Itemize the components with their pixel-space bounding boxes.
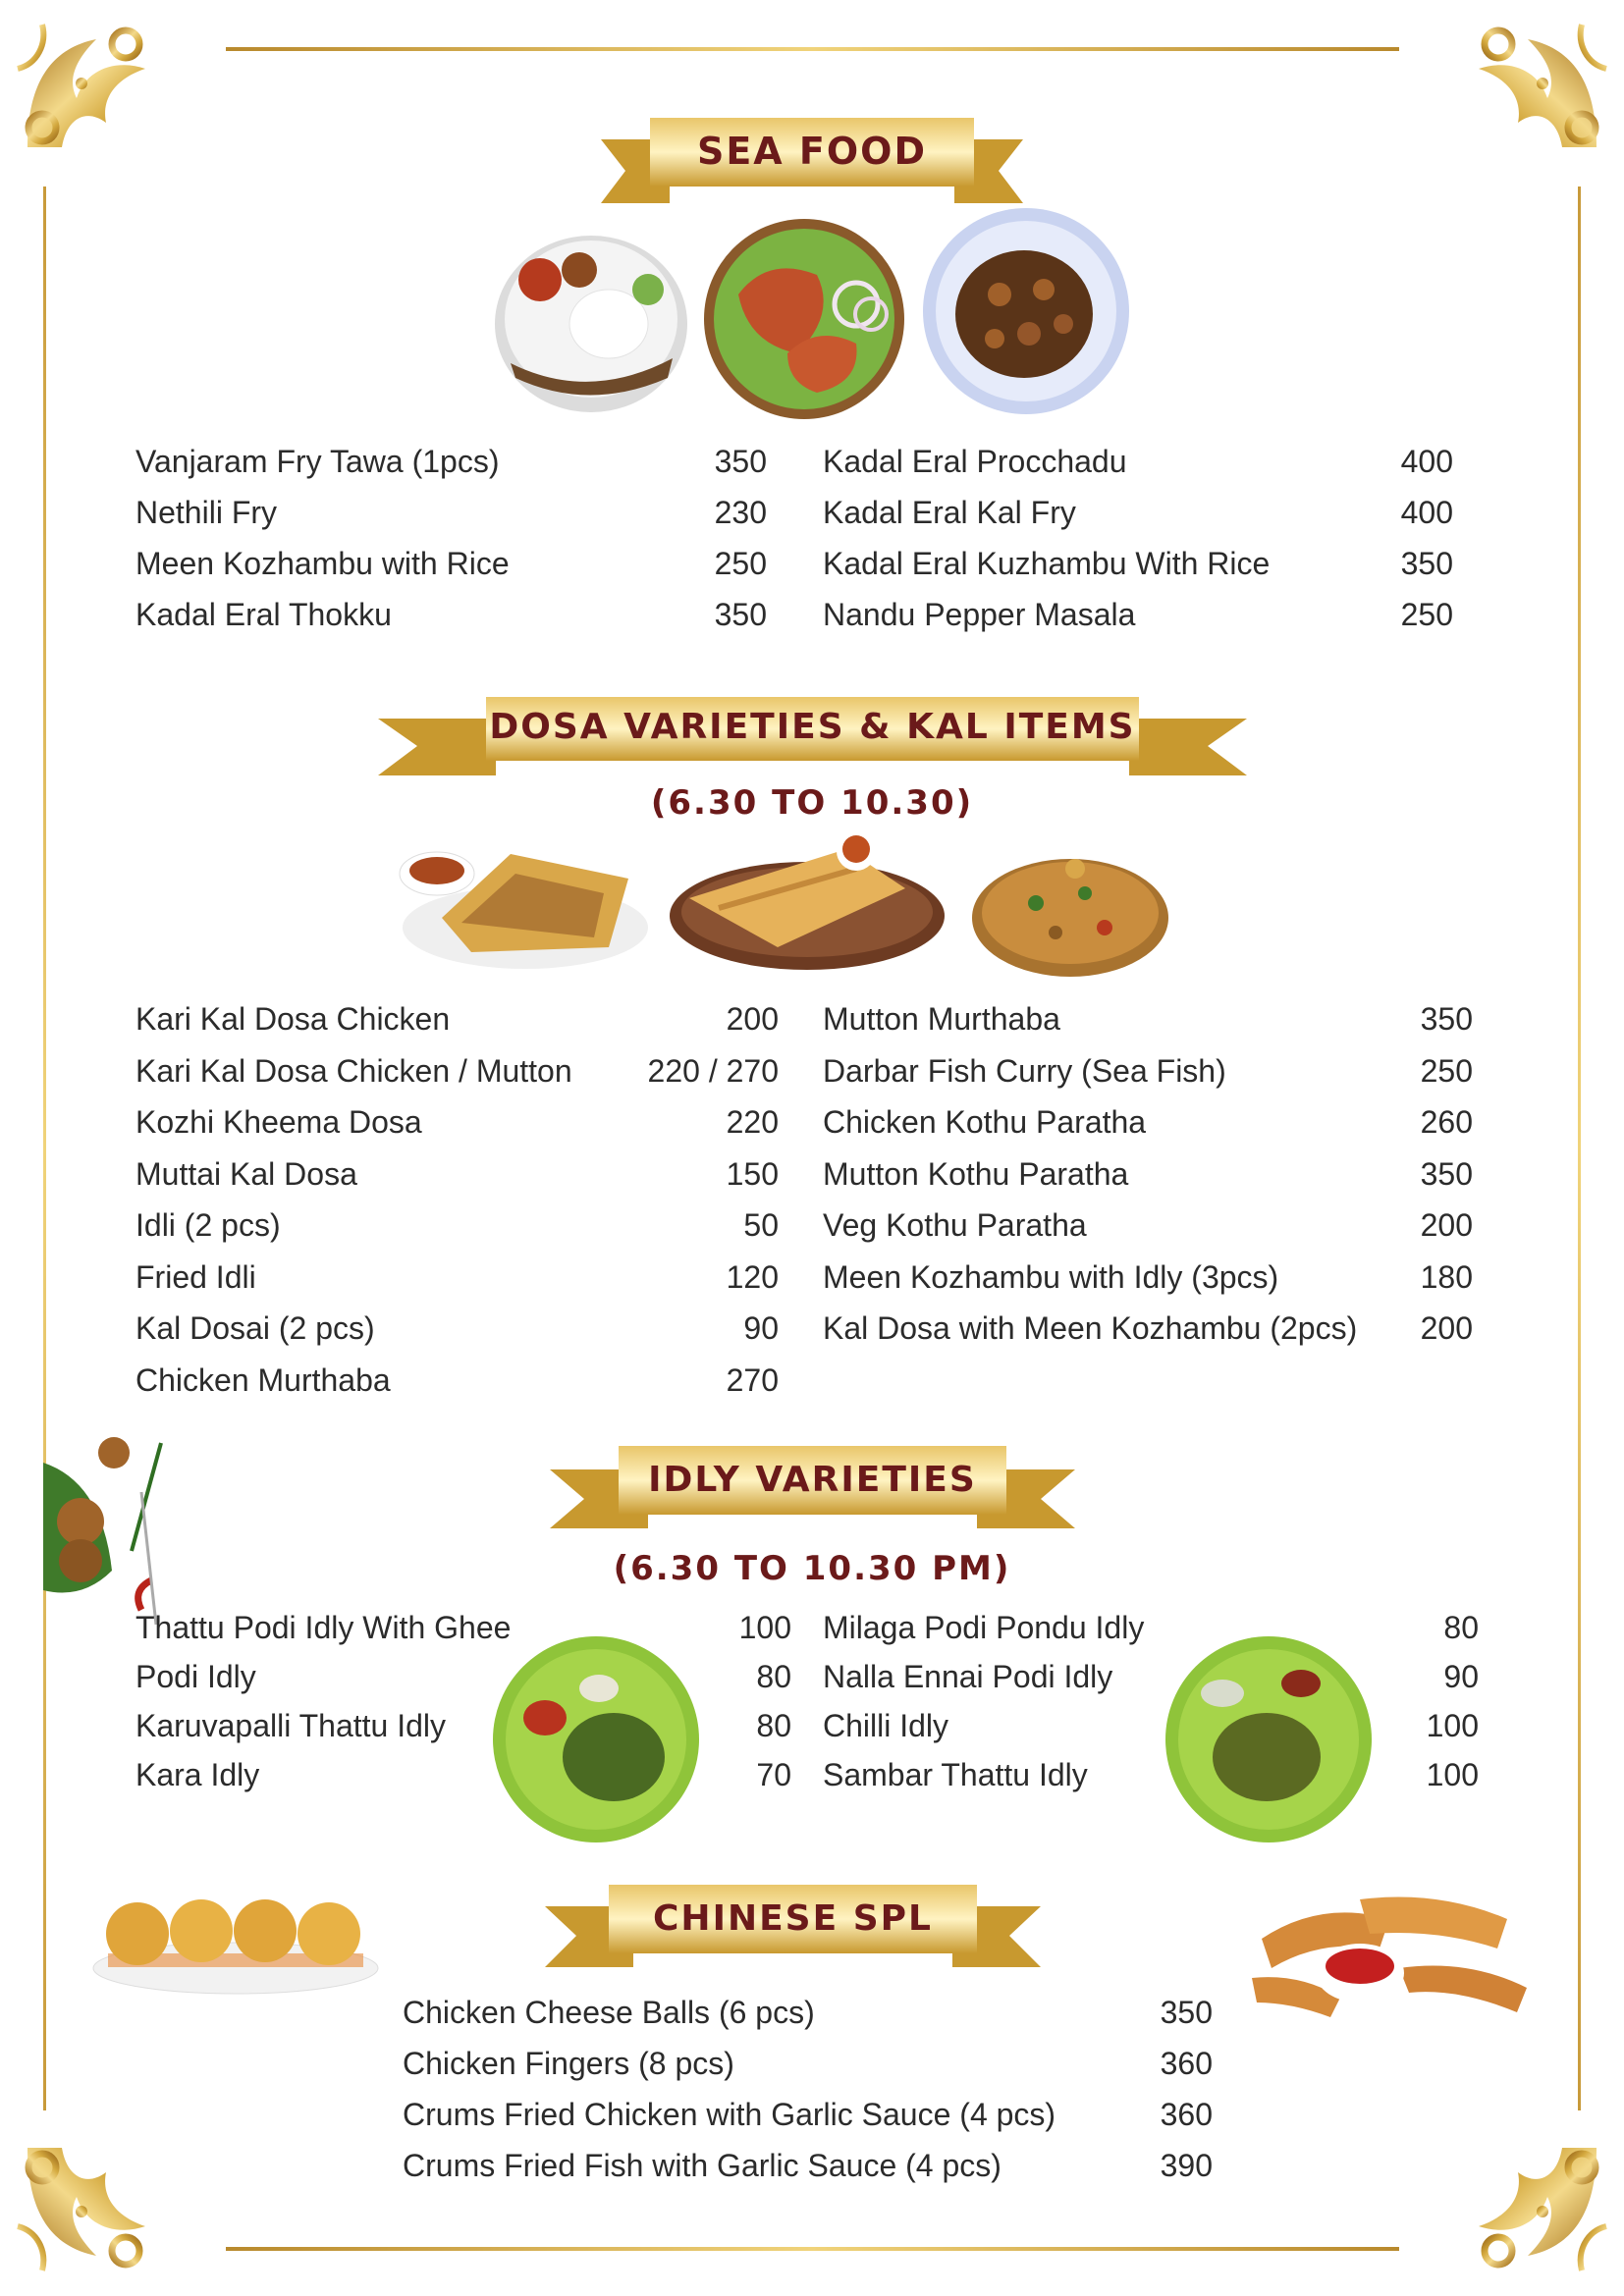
idly-left-item-name: Kara Idly (135, 1757, 260, 1792)
corner-ornament-top-left (8, 10, 165, 167)
dosa-right-item-name: Kal Dosa with Meen Kozhambu (2pcs) (823, 1310, 1358, 1346)
idly-title: IDLY VARIETIES (648, 1460, 977, 1500)
idly-left-item-price: 80 (756, 1708, 791, 1743)
seafood-left-item-price: 350 (714, 444, 767, 479)
seafood-right-item-price: 250 (1400, 597, 1453, 632)
chinese-cheese-balls-photo (88, 1880, 383, 1998)
idly-timing: (6.30 TO 10.30 PM) (613, 1549, 1011, 1588)
dosa-kothu-paratha-photo (967, 825, 1173, 982)
dosa-right-item-price: 260 (1420, 1104, 1473, 1140)
dosa-right-item-price: 250 (1420, 1052, 1473, 1089)
dosa-title: DOSA VARIETIES & KAL ITEMS (489, 707, 1136, 747)
idly-side-decoration-photo (43, 1423, 171, 1629)
dosa-right-item-name: Meen Kozhambu with Idly (3pcs) (823, 1258, 1279, 1295)
seafood-right-item-name: Kadal Eral Kuzhambu With Rice (823, 546, 1271, 581)
chinese-title: CHINESE SPL (653, 1898, 933, 1939)
dosa-left-item-price: 120 (726, 1258, 779, 1295)
seafood-ribbon (601, 110, 1023, 208)
chinese-ribbon (545, 1877, 1041, 1975)
idly-right-item-name: Chilli Idly (823, 1708, 949, 1743)
chinese-item-price: 390 (1160, 2148, 1213, 2183)
dosa-left-item-price: 220 (726, 1104, 779, 1140)
dosa-left-item-price: 150 (726, 1155, 779, 1192)
corner-ornament-bottom-left (8, 2128, 165, 2285)
seafood-right-item-price: 400 (1400, 495, 1453, 530)
corner-ornament-top-right (1459, 10, 1616, 167)
dosa-left-item-price: 200 (726, 1001, 779, 1037)
idly-left-item-price: 80 (756, 1659, 791, 1694)
left-border-line (43, 187, 46, 2110)
seafood-left-item-name: Kadal Eral Thokku (135, 597, 392, 632)
top-border-line (226, 47, 1399, 51)
dosa-right-item-name: Veg Kothu Paratha (823, 1207, 1087, 1243)
dosa-right-item-name: Darbar Fish Curry (Sea Fish) (823, 1052, 1226, 1089)
idly-left-item-price: 70 (756, 1757, 791, 1792)
idly-right-item-price: 100 (1426, 1708, 1479, 1743)
dosa-right-item-price: 350 (1420, 1155, 1473, 1192)
chinese-chicken-fingers-photo (1242, 1880, 1537, 2022)
chinese-item-name: Chicken Cheese Balls (6 pcs) (403, 1995, 815, 2030)
dosa-right-item-name: Chicken Kothu Paratha (823, 1104, 1147, 1140)
seafood-fish-fry-photo (699, 216, 910, 422)
seafood-left-item-name: Nethili Fry (135, 495, 278, 530)
dosa-left-item-name: Kozhi Kheema Dosa (135, 1104, 422, 1140)
chinese-item-price: 360 (1160, 2097, 1213, 2132)
chinese-item-name: Crums Fried Chicken with Garlic Sauce (4 pcs) (403, 2097, 1056, 2132)
dosa-murthaba-photo (393, 829, 648, 972)
dosa-right-item-price: 350 (1420, 1001, 1473, 1037)
seafood-left-item-price: 230 (714, 495, 767, 530)
seafood-left-item-price: 350 (714, 597, 767, 632)
dosa-left-item-name: Kal Dosai (2 pcs) (135, 1310, 375, 1346)
dosa-left-item-price: 270 (726, 1362, 779, 1398)
dosa-left-item-price: 220 / 270 (647, 1052, 779, 1089)
seafood-right-item-name: Nandu Pepper Masala (823, 597, 1136, 632)
seafood-title: SEA FOOD (696, 130, 928, 173)
dosa-right-item-name: Mutton Murthaba (823, 1001, 1060, 1037)
idly-right-item-price: 80 (1443, 1610, 1479, 1645)
dosa-left-item-name: Kari Kal Dosa Chicken (135, 1001, 451, 1037)
seafood-left-item-price: 250 (714, 546, 767, 581)
idly-right-item-price: 100 (1426, 1757, 1479, 1792)
dosa-left-item-name: Idli (2 pcs) (135, 1207, 281, 1243)
bottom-border-line (226, 2247, 1399, 2251)
dosa-plate-photo (660, 829, 945, 977)
dosa-right-item-price: 200 (1420, 1310, 1473, 1346)
dosa-left-item-price: 50 (743, 1207, 779, 1243)
chinese-item-name: Crums Fried Fish with Garlic Sauce (4 pcs) (403, 2148, 1001, 2183)
idly-right-item-price: 90 (1443, 1659, 1479, 1694)
dosa-right-item-name: Mutton Kothu Paratha (823, 1155, 1129, 1192)
idly-right-item-name: Sambar Thattu Idly (823, 1757, 1088, 1792)
dosa-timing: (6.30 TO 10.30) (650, 783, 974, 823)
seafood-prawn-masala-photo (921, 206, 1132, 417)
right-border-line (1578, 187, 1581, 2110)
seafood-right-item-price: 400 (1400, 444, 1453, 479)
seafood-left-item-name: Meen Kozhambu with Rice (135, 546, 510, 581)
dosa-left-item-name: Fried Idli (135, 1258, 256, 1295)
dosa-left-item-name: Muttai Kal Dosa (135, 1155, 357, 1192)
dosa-left-item-price: 90 (743, 1310, 779, 1346)
idly-left-item-price: 100 (738, 1610, 791, 1645)
idly-left-item-name: Karuvapalli Thattu Idly (135, 1708, 447, 1743)
seafood-right-item-name: Kadal Eral Kal Fry (823, 495, 1076, 530)
idly-right-item-name: Milaga Podi Pondu Idly (823, 1610, 1145, 1645)
dosa-right-item-price: 200 (1420, 1207, 1473, 1243)
chinese-item-price: 350 (1160, 1995, 1213, 2030)
idly-right-item-name: Nalla Ennai Podi Idly (823, 1659, 1113, 1694)
chinese-item-name: Chicken Fingers (8 pcs) (403, 2046, 734, 2081)
dosa-right-item-price: 180 (1420, 1258, 1473, 1295)
dosa-left-item-name: Chicken Murthaba (135, 1362, 391, 1398)
seafood-right-item-price: 350 (1400, 546, 1453, 581)
seafood-fish-meal-photo (491, 221, 692, 417)
seafood-left-item-name: Vanjaram Fry Tawa (1pcs) (135, 444, 500, 479)
idly-left-item-name: Thattu Podi Idly With Ghee (135, 1610, 512, 1645)
dosa-ribbon (378, 687, 1247, 785)
dosa-left-item-name: Kari Kal Dosa Chicken / Mutton (135, 1052, 572, 1089)
chinese-item-price: 360 (1160, 2046, 1213, 2081)
seafood-right-item-name: Kadal Eral Procchadu (823, 444, 1127, 479)
idly-ribbon (550, 1438, 1075, 1536)
idly-left-item-name: Podi Idly (135, 1659, 256, 1694)
corner-ornament-bottom-right (1459, 2128, 1616, 2285)
